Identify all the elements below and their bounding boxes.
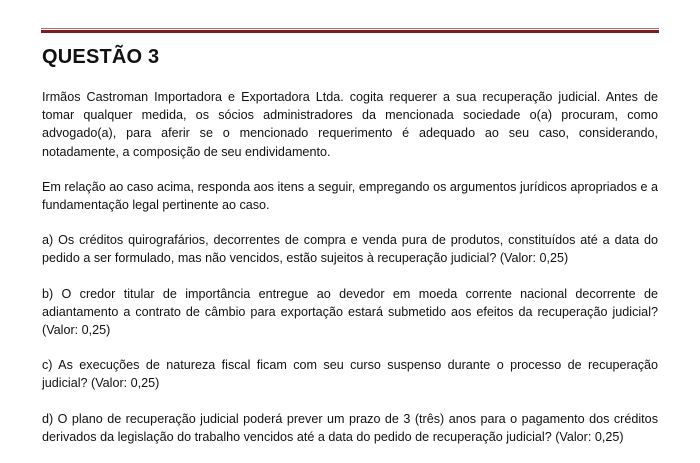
case-statement-paragraph: Irmãos Castroman Importadora e Exportadora Ltda. cogita requerer a sua recuperação judicial. Antes de tomar qualquer medida, os sócios administradores da mencionada sociedade o(a) procuram, como advogado(a), para aferir se o mencionado requerimento é adequado ao seu caso, considerando, notadamente, a composição de seu endividamento.: [42, 90, 658, 159]
question-item-d: d) O plano de recuperação judicial poderá prever um prazo de 3 (três) anos para o pagamento dos créditos derivados da legislação do trabalho vencidos até a data do pedido de recuperação judicial? (Valor: 0,25): [42, 411, 658, 444]
question-body: [42, 88, 658, 463]
question-title: QUESTÃO 3: [42, 46, 160, 68]
question-item-a: a) Os créditos quirografários, decorrentes de compra e venda pura de produtos, constituídos até a data do pedido a ser formulado, mas não vencidos, estão sujeitos à recuperação judicial? (Valor: 0,25): [42, 233, 658, 266]
instruction-paragraph: Em relação ao caso acima, responda aos itens a seguir, empregando os argumentos jurídicos apropriados e a fundamentação legal pertinente ao caso.: [42, 179, 658, 213]
header-rule-thin: [41, 28, 659, 29]
header-rule-thick: [41, 30, 659, 33]
question-item-b: b) O credor titular de importância entregue ao devedor em moeda corrente nacional decorrente de adiantamento a contrato de câmbio para exportação estará submetido aos efeitos da recuperação judicial? (Valor: 0,25): [42, 286, 658, 338]
question-item-c: c) As execuções de natureza fiscal ficam com seu curso suspenso durante o processo de recuperação judicial? (Valor: 0,25): [42, 358, 658, 391]
